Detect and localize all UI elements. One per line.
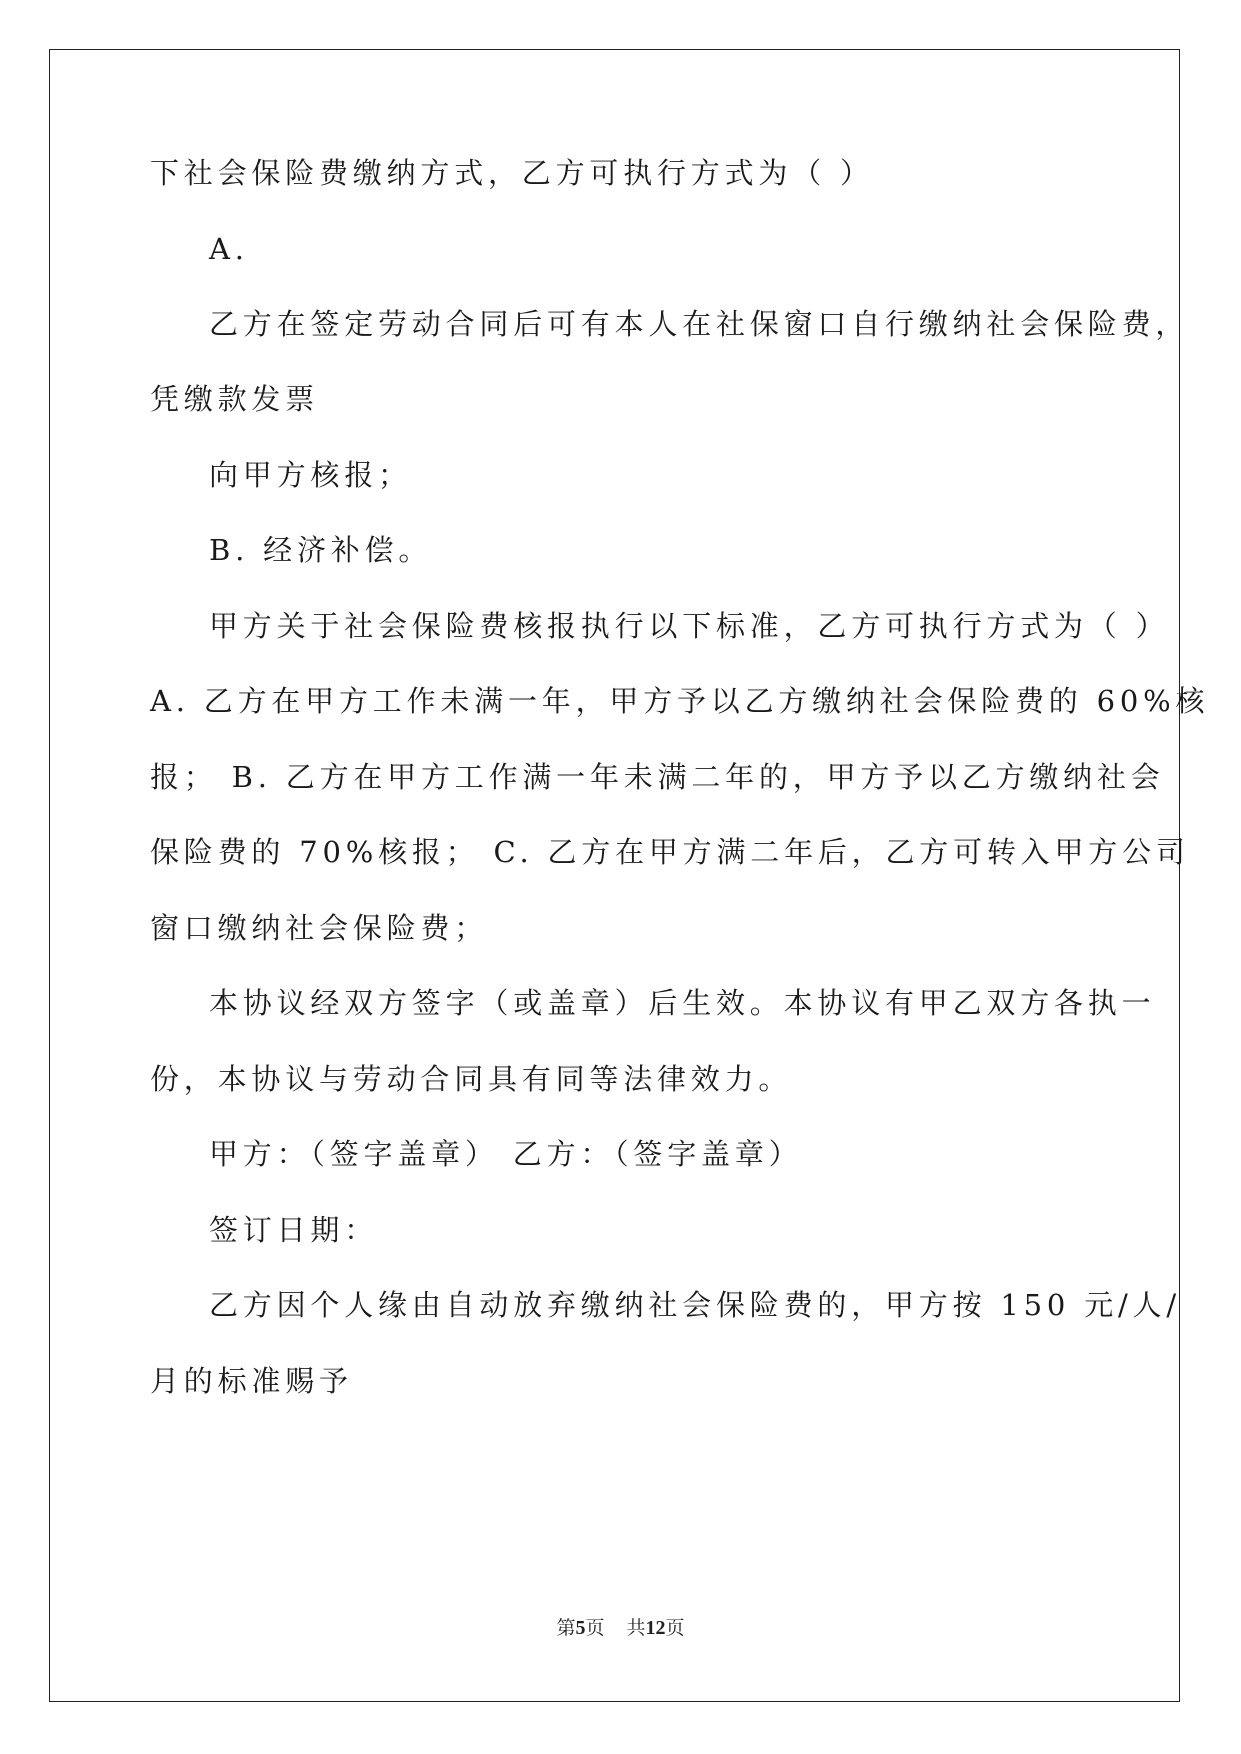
signature-line: 甲方：（签字盖章） 乙方：（签字盖章） [209,1137,803,1171]
footer-suffix: 页 [665,1617,685,1639]
current-page-number: 5 [575,1617,586,1639]
text-line: 保险费的 70%核报； C. 乙方在甲方满二年后，乙方可转入甲方公司 [150,835,1190,869]
text-line: B. 经济补偿。 [209,533,433,567]
footer-page-unit: 页 [585,1617,605,1639]
text-line: A. 乙方在甲方工作未满一年，甲方予以乙方缴纳社会保险费的 60%核 [150,684,1210,718]
text-line: 下社会保险费缴纳方式，乙方可执行方式为（ ） [150,156,874,190]
text-line: 凭缴款发票 [150,382,320,416]
text-line: 乙方在签定劳动合同后可有本人在社保窗口自行缴纳社会保险费， [209,307,1190,341]
text-line: 乙方因个人缘由自动放弃缴纳社会保险费的，甲方按 150 元/人/ [209,1288,1181,1322]
text-line: 报； B. 乙方在甲方工作满一年未满二年的，甲方予以乙方缴纳社会 [150,760,1165,794]
footer-prefix: 第 [556,1617,576,1639]
text-line: 向甲方核报； [209,458,412,492]
page-footer [0,1613,1241,1640]
date-line: 签订日期： [209,1213,379,1247]
text-line: A. [209,232,249,266]
text-line: 窗口缴纳社会保险费； [150,911,489,945]
text-line: 月的标准赐予 [150,1364,353,1398]
text-line: 甲方关于社会保险费核报执行以下标准，乙方可执行方式为（ ） [209,609,1170,643]
total-pages-number: 12 [645,1617,666,1639]
page-border [49,49,1180,1702]
text-line: 本协议经双方签字（或盖章）后生效。本协议有甲乙双方各执一 [209,986,1156,1020]
text-line: 份，本协议与劳动合同具有同等法律效力。 [150,1062,793,1096]
footer-total-prefix: 共 [626,1617,646,1639]
